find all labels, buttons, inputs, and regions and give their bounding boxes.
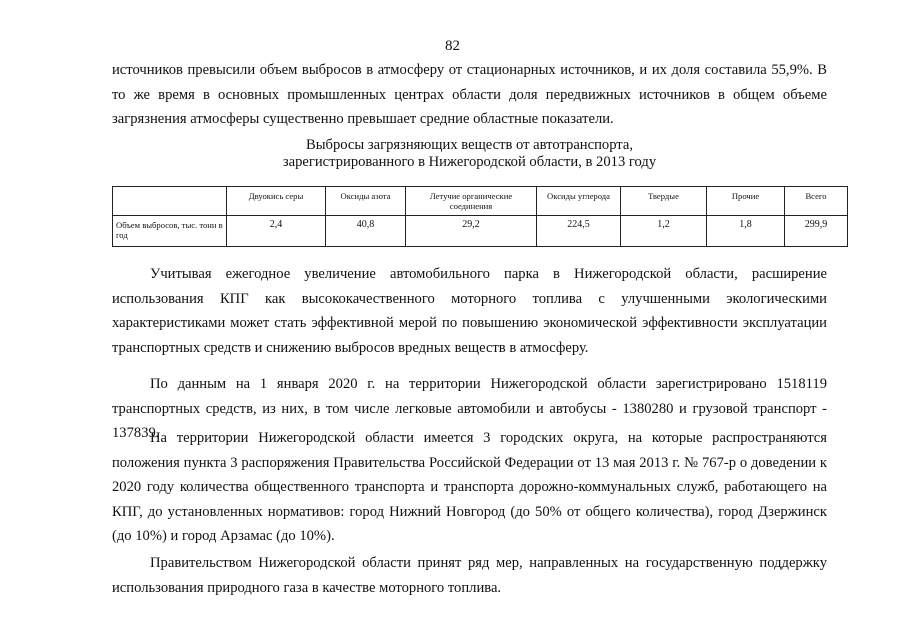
table-caption — [112, 137, 827, 171]
header-volatile-organic-compounds: Летучие органические соединения — [406, 187, 537, 216]
value-other: 1,8 — [707, 216, 785, 247]
value-solid: 1,2 — [621, 216, 707, 247]
page-number: 82 — [445, 38, 460, 54]
value-volatile-organic-compounds: 29,2 — [406, 216, 537, 247]
value-total: 299,9 — [785, 216, 848, 247]
header-other: Прочие — [707, 187, 785, 216]
table-caption-line-1: Выбросы загрязняющих веществ от автотранспорта, — [306, 137, 633, 153]
table-row — [113, 216, 848, 247]
header-solid: Твердые — [621, 187, 707, 216]
paragraph-government-measures: Правительством Нижегородской области принят ряд мер, направленных на государственную поддержку использования природного газа в качестве моторного топлива. — [112, 555, 827, 596]
emissions-table — [112, 186, 848, 247]
paragraph-cng-efficiency: Учитывая ежегодное увеличение автомобильного парка в Нижегородской области, расширение использования КПГ как высококачественного моторного топлива с улучшенными экологическими характеристиками может стать эффективной мерой по повышению экономической эффективности эксплуатации транспортных средств и снижению выбросов вредных веществ в атмосферу. — [112, 266, 827, 356]
paragraph-city-districts: На территории Нижегородской области имеется 3 городских округа, на которые распространяются положения пункта 3 распоряжения Правительства Российской Федерации от 13 мая 2013 г. № 767-р о доведении к 2020 году количества общественного транспорта и транспорта дорожно-коммунальных служб, работающего на КПГ, до установленных нормативов: город Нижний Новгород (до 50% от общего количества), город Дзержинск (до 10%) и город Арзамас (до 10%). — [112, 430, 827, 545]
header-sulfur-dioxide: Двуокись серы — [227, 187, 326, 216]
header-nitrogen-oxides: Оксиды азота — [326, 187, 406, 216]
header-carbon-oxides: Оксиды углерода — [537, 187, 621, 216]
value-sulfur-dioxide: 2,4 — [227, 216, 326, 247]
paragraph-registered-vehicles: По данным на 1 января 2020 г. на территории Нижегородской области зарегистрировано 1518119 транспортных средств, из них, в том числе легковые автомобили и автобусы - 1380280 и грузовой транспорт - 137839. — [112, 376, 827, 442]
intro-paragraph: источников превысили объем выбросов в атмосферу от стационарных источников, и их доля составила 55,9%. В то же время в основных промышленных центрах области доля передвижных источников в общем объеме загрязнения атмосферы существенно превышает средние областные показатели. — [112, 62, 827, 128]
value-carbon-oxides: 224,5 — [537, 216, 621, 247]
row-label-emission-volume: Объем выбросов, тыс. тонн в год — [113, 216, 227, 247]
header-total: Всего — [785, 187, 848, 216]
table-caption-line-2: зарегистрированного в Нижегородской области, в 2013 году — [282, 154, 657, 170]
table-header-row — [113, 187, 848, 216]
header-empty-cell — [113, 187, 227, 216]
value-nitrogen-oxides: 40,8 — [326, 216, 406, 247]
